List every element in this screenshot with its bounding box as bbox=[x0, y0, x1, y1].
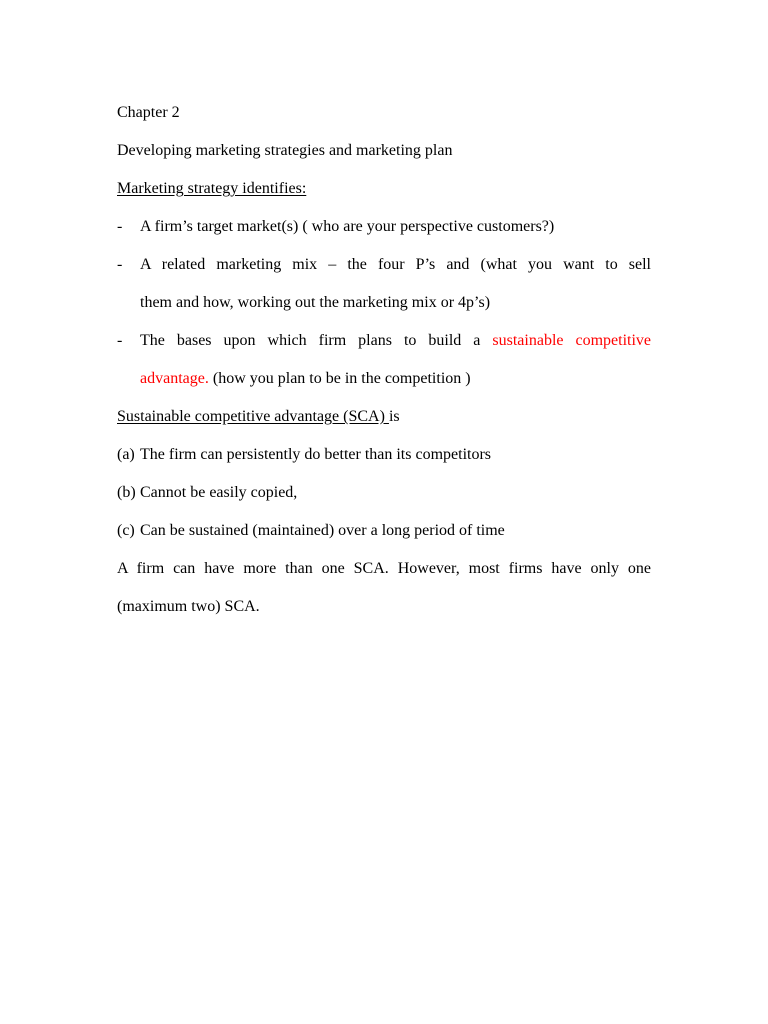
bullet-sca-rest: (how you plan to be in the competition ) bbox=[212, 370, 471, 387]
bullet-dash: - bbox=[117, 332, 123, 349]
bullet-marketing-mix-line1: A related marketing mix – the four P’s and (what you want to sell bbox=[140, 256, 651, 273]
list-item bbox=[117, 483, 297, 503]
list-item-text: Can be sustained (maintained) over a long period of time bbox=[140, 522, 505, 539]
bullet-target-market: A firm’s target market(s) ( who are your perspective customers?) bbox=[140, 218, 555, 235]
document-title: Developing marketing strategies and marketing plan bbox=[117, 142, 453, 159]
bullet-dash: - bbox=[117, 256, 123, 273]
sca-highlight-text: sustainable competitive bbox=[492, 332, 652, 349]
closing-paragraph-line1: A firm can have more than one SCA. However, most firms have only one bbox=[117, 560, 651, 577]
list-item-text: The firm can persistently do better than its competitors bbox=[140, 446, 492, 463]
sca-highlight-text-advantage: advantage. bbox=[140, 370, 209, 387]
section-heading-marketing-strategy: Marketing strategy identifies: bbox=[117, 180, 307, 197]
closing-paragraph-line2: (maximum two) SCA. bbox=[117, 598, 260, 615]
bullet-sca-line1 bbox=[140, 331, 651, 351]
list-item bbox=[117, 445, 491, 465]
list-marker: (b) bbox=[117, 484, 136, 501]
section-heading-sca bbox=[117, 407, 400, 427]
bullet-dash: - bbox=[117, 218, 123, 235]
chapter-heading: Chapter 2 bbox=[117, 104, 180, 121]
list-marker: (c) bbox=[117, 522, 135, 539]
list-item-text: Cannot be easily copied, bbox=[140, 484, 298, 501]
list-item bbox=[117, 521, 505, 541]
sca-heading-suffix: is bbox=[388, 408, 400, 425]
sca-heading-underlined: Sustainable competitive advantage (SCA) bbox=[117, 408, 389, 425]
bullet-sca-prefix: The bases upon which firm plans to build a bbox=[140, 332, 481, 349]
bullet-marketing-mix-line2: them and how, working out the marketing mix or 4p’s) bbox=[140, 294, 491, 311]
list-marker: (a) bbox=[117, 446, 135, 463]
bullet-sca-line2 bbox=[140, 369, 651, 389]
